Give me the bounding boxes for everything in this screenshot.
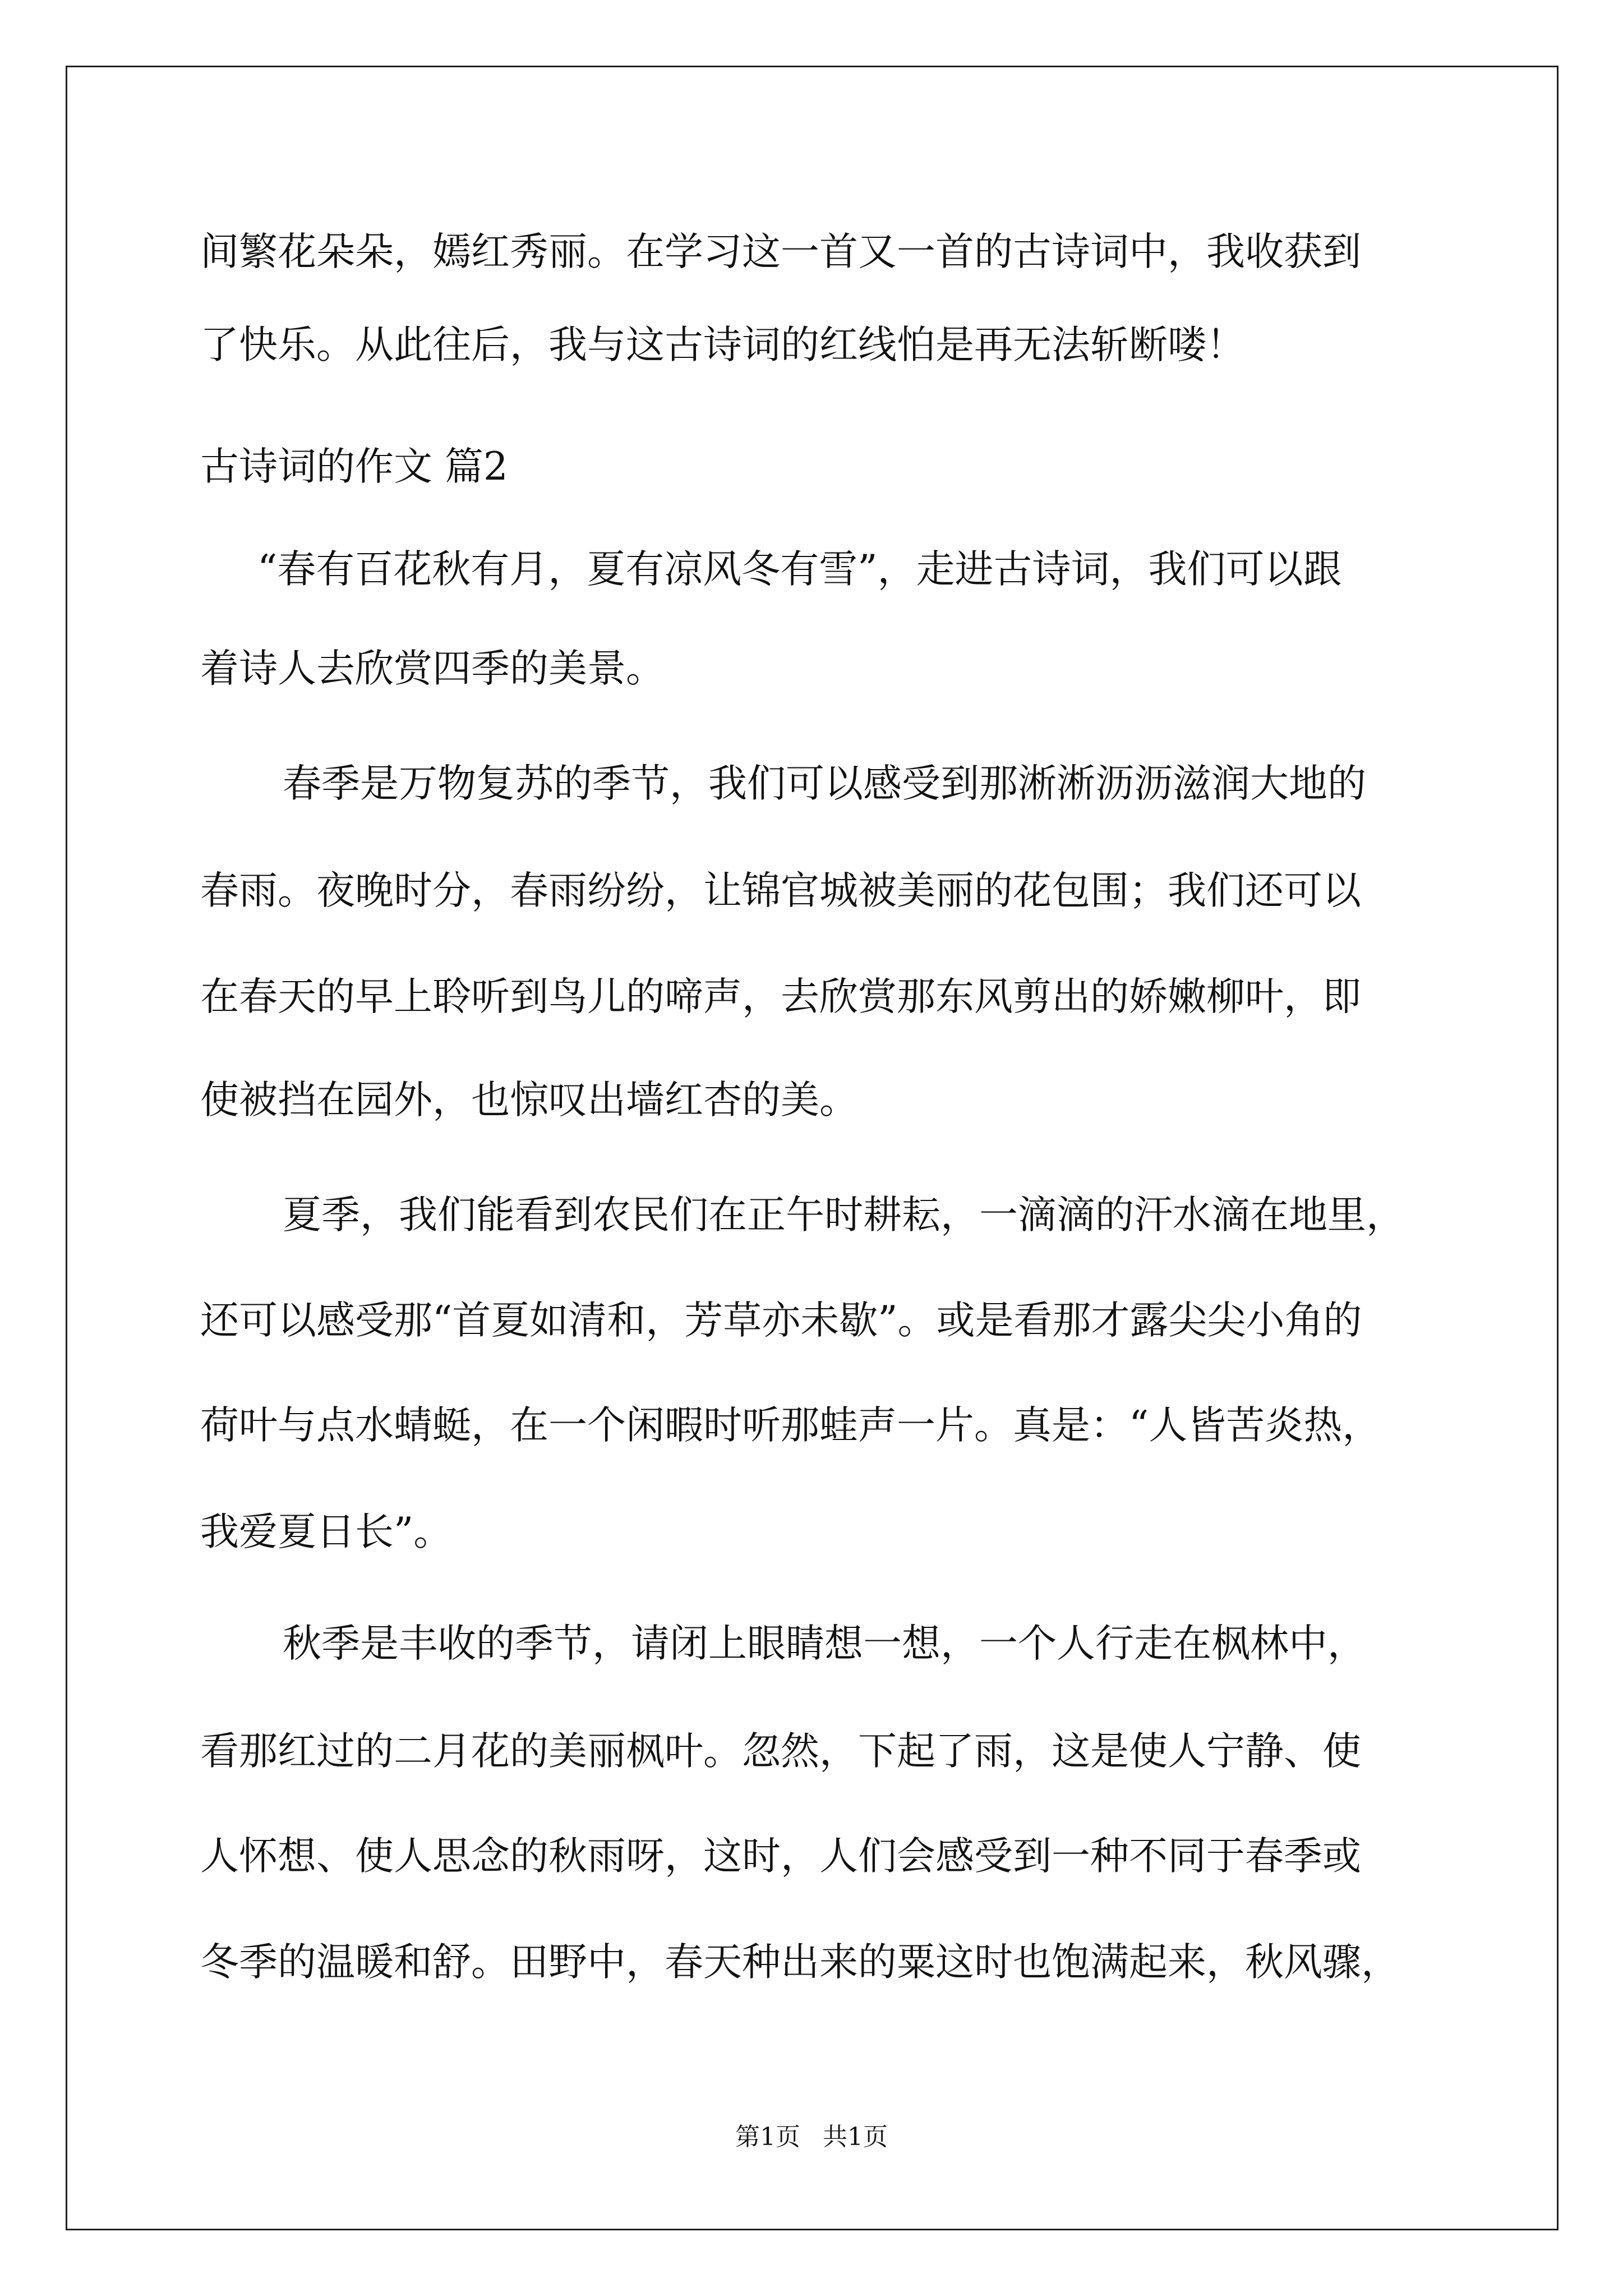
page-border	[66, 66, 1559, 2230]
paragraph-line: 着诗人去欣赏四季的美景。	[200, 646, 665, 691]
paragraph-line: 看那红过的二月花的美丽枫叶。忽然，下起了雨，这是使人宁静、使	[200, 1729, 1361, 1774]
text-line: 了快乐。从此往后，我与这古诗词的红线怕是再无法斩断喽！	[200, 323, 1245, 367]
paragraph-line: 春季是万物复苏的季节，我们可以感受到那淅淅沥沥滋润大地的	[283, 761, 1366, 806]
paragraph-line: 还可以感受那“首夏如清和，芳草亦未歇”。或是看那才露尖尖小角的	[200, 1298, 1362, 1343]
paragraph-line: 我爱夏日长”。	[200, 1510, 453, 1554]
page-number-total: 共1页	[823, 2123, 888, 2151]
paragraph-line: 在春天的早上聆听到鸟儿的啼声，去欣赏那东风剪出的娇嫩柳叶，即	[200, 974, 1361, 1019]
page-footer	[0, 2120, 1623, 2154]
page-number-current: 第1页	[735, 2123, 800, 2151]
text-line: 间繁花朵朵，嫣红秀丽。在学习这一首又一首的古诗词中，我收获到	[200, 229, 1361, 274]
paragraph-line: 人怀想、使人思念的秋雨呀，这时，人们会感受到一种不同于春季或	[200, 1834, 1361, 1879]
paragraph-line: 秋季是丰收的季节，请闭上眼睛想一想，一个人行走在枫林中，	[283, 1621, 1366, 1666]
paragraph-line: 冬季的温暖和舒。田野中，春天种出来的粟这时也饱满起来，秋风骤，	[200, 1940, 1400, 1985]
paragraph-line: “春有百花秋有月，夏有凉风冬有雪”，走进古诗词，我们可以跟	[257, 547, 1342, 592]
paragraph-line: 荷叶与点水蜻蜓，在一个闲暇时听那蛙声一片。真是：“人皆苦炎热，	[200, 1403, 1381, 1448]
section-heading: 古诗词的作文 篇2	[200, 444, 508, 489]
paragraph-line: 春雨。夜晚时分，春雨纷纷，让锦官城被美丽的花包围；我们还可以	[200, 868, 1361, 913]
paragraph-line: 夏季，我们能看到农民们在正午时耕耘，一滴滴的汗水滴在地里，	[283, 1193, 1405, 1237]
paragraph-line: 使被挡在园外，也惊叹出墙红杏的美。	[200, 1078, 858, 1122]
